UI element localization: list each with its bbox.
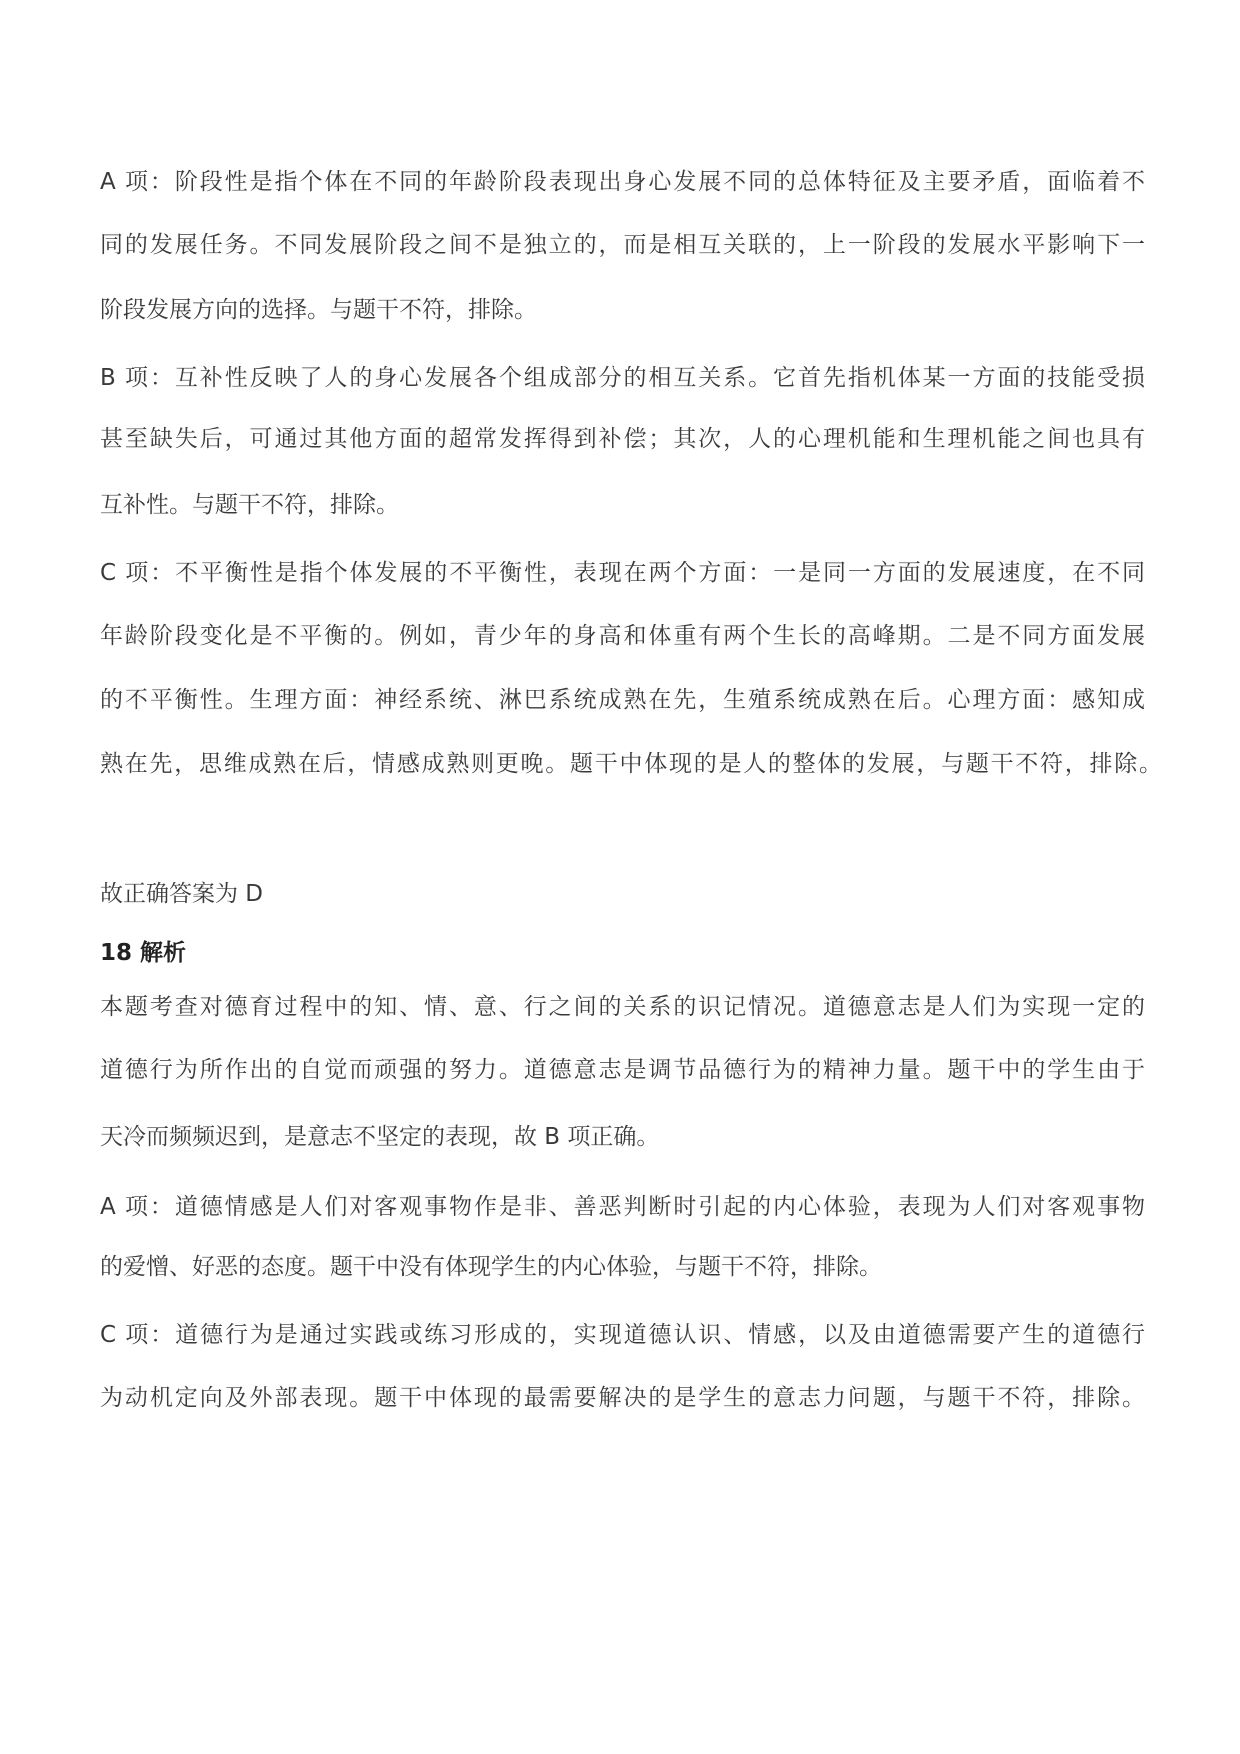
text-line: C 项：不平衡性是指个体发展的不平衡性，表现在两个方面：一是同一方面的发展速度，在不同 bbox=[100, 560, 1145, 586]
text-line: 天冷而频频迟到，是意志不坚定的表现，故 B 项正确。 bbox=[100, 1124, 660, 1150]
text-line: 年龄阶段变化是不平衡的。例如，青少年的身高和体重有两个生长的高峰期。二是不同方面发展 bbox=[100, 623, 1145, 649]
text-line: 阶段发展方向的选择。与题干不符，排除。 bbox=[100, 297, 537, 323]
answer-conclusion: 故正确答案为 D bbox=[100, 881, 264, 907]
text-line: B 项：互补性反映了人的身心发展各个组成部分的相互关系。它首先指机体某一方面的技能受损 bbox=[100, 365, 1145, 391]
text-line: 互补性。与题干不符，排除。 bbox=[100, 492, 399, 518]
text-line: A 项：道德情感是人们对客观事物作是非、善恶判断时引起的内心体验，表现为人们对客观事物 bbox=[100, 1194, 1145, 1220]
text-line: 道德行为所作出的自觉而顽强的努力。道德意志是调节品德行为的精神力量。题干中的学生由于 bbox=[100, 1057, 1145, 1083]
text-line: A 项：阶段性是指个体在不同的年龄阶段表现出身心发展不同的总体特征及主要矛盾，面临着不 bbox=[100, 169, 1145, 195]
text-line: 的不平衡性。生理方面：神经系统、淋巴系统成熟在先，生殖系统成熟在后。心理方面：感知成 bbox=[100, 687, 1145, 713]
text-line: 甚至缺失后，可通过其他方面的超常发挥得到补偿；其次，人的心理机能和生理机能之间也具有 bbox=[100, 426, 1145, 452]
text-line: 本题考查对德育过程中的知、情、意、行之间的关系的识记情况。道德意志是人们为实现一定的 bbox=[100, 994, 1145, 1020]
text-line: 熟在先，思维成熟在后，情感成熟则更晚。题干中体现的是人的整体的发展，与题干不符，排除。 bbox=[100, 751, 1162, 777]
text-line: 为动机定向及外部表现。题干中体现的最需要解决的是学生的意志力问题，与题干不符，排除。 bbox=[100, 1385, 1145, 1411]
text-line: 的爱憎、好恶的态度。题干中没有体现学生的内心体验，与题干不符，排除。 bbox=[100, 1254, 882, 1280]
text-line: 同的发展任务。不同发展阶段之间不是独立的，而是相互关联的，上一阶段的发展水平影响下一 bbox=[100, 232, 1145, 258]
text-line: C 项：道德行为是通过实践或练习形成的，实现道德认识、情感，以及由道德需要产生的道德行 bbox=[100, 1322, 1145, 1348]
section-heading: 18 解析 bbox=[100, 940, 187, 966]
